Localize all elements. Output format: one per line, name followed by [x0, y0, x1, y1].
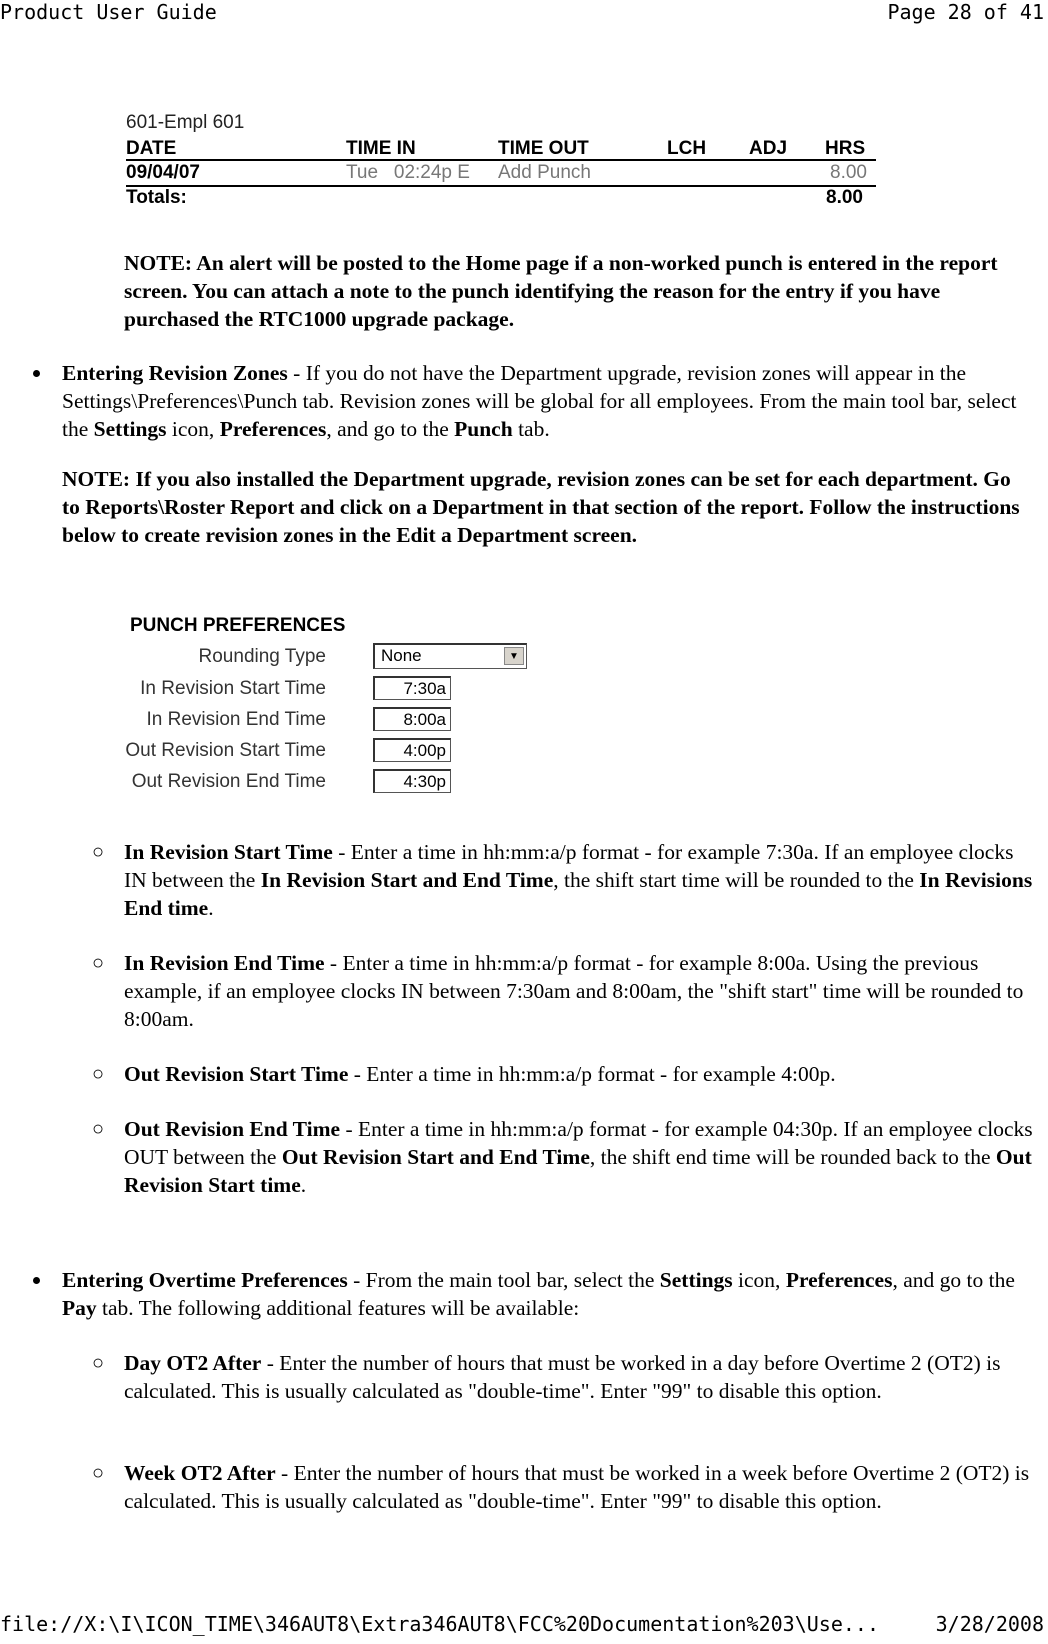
report-header-row: [126, 138, 876, 160]
alert-note: NOTE: An alert will be posted to the Home page if a non-worked punch is entered in the report screen. You can attach a note to the punch identifying the reason for the entry if you have purchased the RTC1000 upgrade package.: [124, 251, 998, 331]
day-ot2-title: Day OT2 After: [124, 1351, 262, 1375]
out-start-t1: - Enter a time in hh:mm:a/p format - for example 4:00p.: [348, 1062, 836, 1086]
day-ot2-t1: - Enter the number of hours that must be worked in a day before Overtime 2 (OT2) is calculated. This is usually calculated as "double-time". Enter "99" to disable this option.: [124, 1351, 1001, 1403]
out-revision-end-item: [124, 1115, 1039, 1199]
pay-term: Pay: [62, 1296, 97, 1320]
footer-date: 3/28/2008: [935, 1612, 1044, 1636]
preferences-term: Preferences: [219, 417, 327, 441]
in-start-b2: In Revisions End time: [124, 868, 1033, 920]
rounding-type-value: None: [381, 646, 422, 665]
out-start-input[interactable]: 4:00p: [373, 738, 451, 762]
out-start-label: Out Revision Start Time: [125, 740, 326, 761]
bullet-circle-icon: ○: [92, 1063, 105, 1085]
in-start-input[interactable]: 7:30a: [373, 676, 451, 700]
in-start-t2: , the shift start time will be rounded to the: [553, 868, 920, 892]
week-ot2-item: [124, 1459, 1039, 1515]
row-time-in[interactable]: Tue 02:24p E: [346, 162, 470, 183]
footer-file-path: file://X:\I\ICON_TIME\346AUT8\Extra346AUT8\FCC%20Documentation%203\Use...: [0, 1612, 879, 1636]
out-revision-start-item: [124, 1060, 1039, 1088]
in-end-label: In Revision End Time: [146, 709, 326, 730]
employee-name: 601-Empl 601: [126, 112, 245, 133]
revision-zones-title: Entering Revision Zones: [62, 361, 288, 385]
header-divider: [126, 159, 876, 161]
row-date: 09/04/07: [126, 162, 200, 183]
department-note: NOTE: If you also installed the Department upgrade, revision zones can be set for each department. Go to Reports\Roster Report and click on a Department in that section of the report. Follow the instructions below to create revision zones in the Edit a Department screen.: [62, 467, 1020, 547]
bullet-circle-icon: ○: [92, 1352, 105, 1374]
out-end-t1: - Enter a time in hh:mm:a/p format - for example 04:30p. If an employee clocks OUT between the: [124, 1117, 1033, 1169]
rounding-type-select[interactable]: [373, 643, 527, 669]
out-end-t3: .: [300, 1173, 307, 1197]
col-time-out: TIME OUT: [498, 138, 589, 159]
out-start-title: Out Revision Start Time: [124, 1062, 349, 1086]
ot-preferences-term: Preferences: [785, 1268, 893, 1292]
in-end-input[interactable]: 8:00a: [373, 707, 451, 731]
col-time-in: TIME IN: [346, 138, 416, 159]
in-start-label: In Revision Start Time: [140, 678, 326, 699]
out-end-input[interactable]: 4:30p: [373, 769, 451, 793]
col-adj: ADJ: [749, 138, 788, 159]
bullet-disc-icon: [33, 370, 40, 377]
punch-preferences-title: PUNCH PREFERENCES: [130, 615, 346, 636]
bullet-disc-icon: [33, 1277, 40, 1284]
row-hrs: 8.00: [830, 162, 867, 183]
in-revision-end-item: [124, 949, 1039, 1033]
chevron-down-icon[interactable]: ▼: [504, 647, 524, 665]
rounding-type-label: Rounding Type: [198, 646, 326, 667]
col-lch: LCH: [667, 138, 707, 159]
in-end-t1: - Enter a time in hh:mm:a/p format - for example 8:00a. Using the previous example, if an employee clocks IN between 7:30am and 8:00am, the "shift start" time will be rounded to 8:00am.: [124, 951, 1024, 1031]
overtime-paragraph: [62, 1266, 1037, 1322]
revision-zones-paragraph: [62, 359, 1022, 443]
totals-value: 8.00: [826, 187, 863, 208]
week-ot2-t1: - Enter the number of hours that must be worked in a week before Overtime 2 (OT2) is calculated. This is usually calculated as "double-time". Enter "99" to disable this option.: [124, 1461, 1030, 1513]
ot-settings-term: Settings: [659, 1268, 733, 1292]
overtime-text-b: icon,: [732, 1268, 786, 1292]
day-ot2-item: [124, 1349, 1039, 1405]
in-start-t3: .: [208, 896, 214, 920]
revision-text-d: tab.: [512, 417, 550, 441]
revision-text-c: , and go to the: [326, 417, 455, 441]
in-revision-start-item: [124, 838, 1039, 922]
in-start-title: In Revision Start Time: [124, 840, 333, 864]
header-title: Product User Guide: [0, 0, 217, 24]
out-end-title: Out Revision End Time: [124, 1117, 341, 1141]
time-report-image: [126, 112, 876, 212]
overtime-title: Entering Overtime Preferences: [62, 1268, 348, 1292]
overtime-text-a: - From the main tool bar, select the: [347, 1268, 660, 1292]
totals-label: Totals:: [126, 187, 187, 208]
col-hrs: HRS: [825, 138, 866, 159]
col-date: DATE: [126, 138, 177, 159]
bullet-circle-icon: ○: [92, 1462, 105, 1484]
out-end-b2: Out Revision Start time: [124, 1145, 1032, 1197]
overtime-text-c: , and go to the: [892, 1268, 1015, 1292]
out-end-t2: , the shift end time will be rounded back to the: [589, 1145, 996, 1169]
revision-text-a: - If you do not have the Department upgrade, revision zones will appear in the Settings\Preferences\Punch tab. Revision zones will be global for all employees. From the main tool bar, select the: [62, 361, 1017, 441]
in-start-t1: - Enter a time in hh:mm:a/p format - for example 7:30a. If an employee clocks IN between the: [124, 840, 1014, 892]
totals-row: [126, 187, 876, 209]
in-end-title: In Revision End Time: [124, 951, 325, 975]
settings-term: Settings: [93, 417, 167, 441]
page-number: Page 28 of 41: [887, 0, 1044, 24]
out-end-b1: Out Revision Start and End Time: [281, 1145, 590, 1169]
bullet-circle-icon: ○: [92, 952, 105, 974]
overtime-text-d: tab. The following additional features will be available:: [96, 1296, 580, 1320]
punch-term: Punch: [454, 417, 513, 441]
in-start-b1: In Revision Start and End Time: [260, 868, 554, 892]
add-punch-link[interactable]: Add Punch: [498, 162, 591, 183]
punch-preferences-image: [126, 612, 546, 802]
week-ot2-title: Week OT2 After: [124, 1461, 276, 1485]
bullet-circle-icon: ○: [92, 841, 105, 863]
table-row: [126, 162, 876, 184]
bullet-circle-icon: ○: [92, 1118, 105, 1140]
revision-text-b: icon,: [166, 417, 220, 441]
out-end-label: Out Revision End Time: [131, 771, 326, 792]
